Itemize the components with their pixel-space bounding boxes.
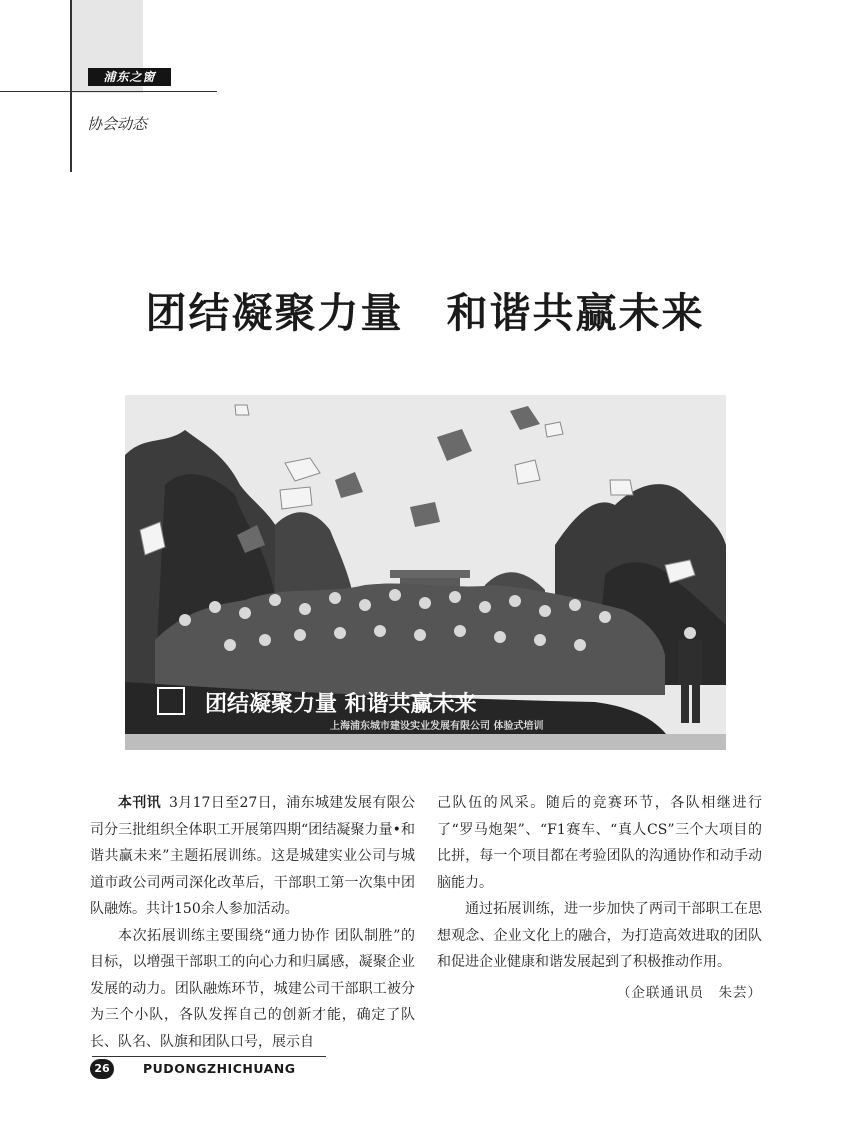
header-vertical-rule [70, 0, 72, 172]
footer-publication-name: PUDONGZHICHUANG [143, 1061, 296, 1076]
page-number: 26 [90, 1059, 114, 1079]
lead-label: 本刊讯 [118, 795, 162, 811]
banner-sub-text: 上海浦东城市建设实业发展有限公司 体验式培训 [330, 721, 544, 732]
group-photo [125, 395, 726, 750]
article-column-left [90, 790, 415, 1055]
article-paragraph-2-cont: 己队伍的风采。随后的竞赛环节，各队相继进行了“罗马炮架”、“F1赛车、“真人CS”三个大项目的比拼，每一个项目都在考验团队的沟通协作和动手动脑能力。 [437, 795, 762, 891]
footer-rule [92, 1056, 326, 1057]
article-paragraph-2: 本次拓展训练主要围绕“通力协作 团队制胜”的目标，以增强干部职工的向心力和归属感，凝聚企业发展的动力。团队融炼环节，城建公司干部职工被分为三个小队，各队发挥自己的创新才能，确定了队长、队名、队旗和团队口号，展示自 [90, 927, 415, 1050]
banner-main-text: 团结凝聚力量 和谐共赢未来 [205, 692, 477, 717]
section-label: 协会动态 [87, 115, 148, 133]
paragraph-1-text: 3月17日至27日，浦东城建发展有限公司分三批组织全体职工开展第四期“团结凝聚力量•和谐共赢未来”主题拓展训练。这是城建实业公司与城道市政公司两司深化改革后，干部职工第一次集中团队融炼。共计150余人参加活动。 [90, 795, 416, 917]
article-paragraph-3: 通过拓展训练，进一步加快了两司干部职工在思想观念、企业文化上的融合，为打造高效进取的团队和促进企业健康和谐发展起到了积极推动作用。 [437, 901, 762, 970]
article-title: 团结凝聚力量 和谐共赢未来 [145, 289, 705, 337]
article-paragraph-1 [90, 790, 415, 923]
byline: （企联通讯员 朱芸） [617, 984, 762, 1001]
masthead-logo: 浦东之窗 [88, 68, 171, 86]
article-column-right [437, 790, 762, 1006]
header-horizontal-rule [0, 91, 217, 92]
